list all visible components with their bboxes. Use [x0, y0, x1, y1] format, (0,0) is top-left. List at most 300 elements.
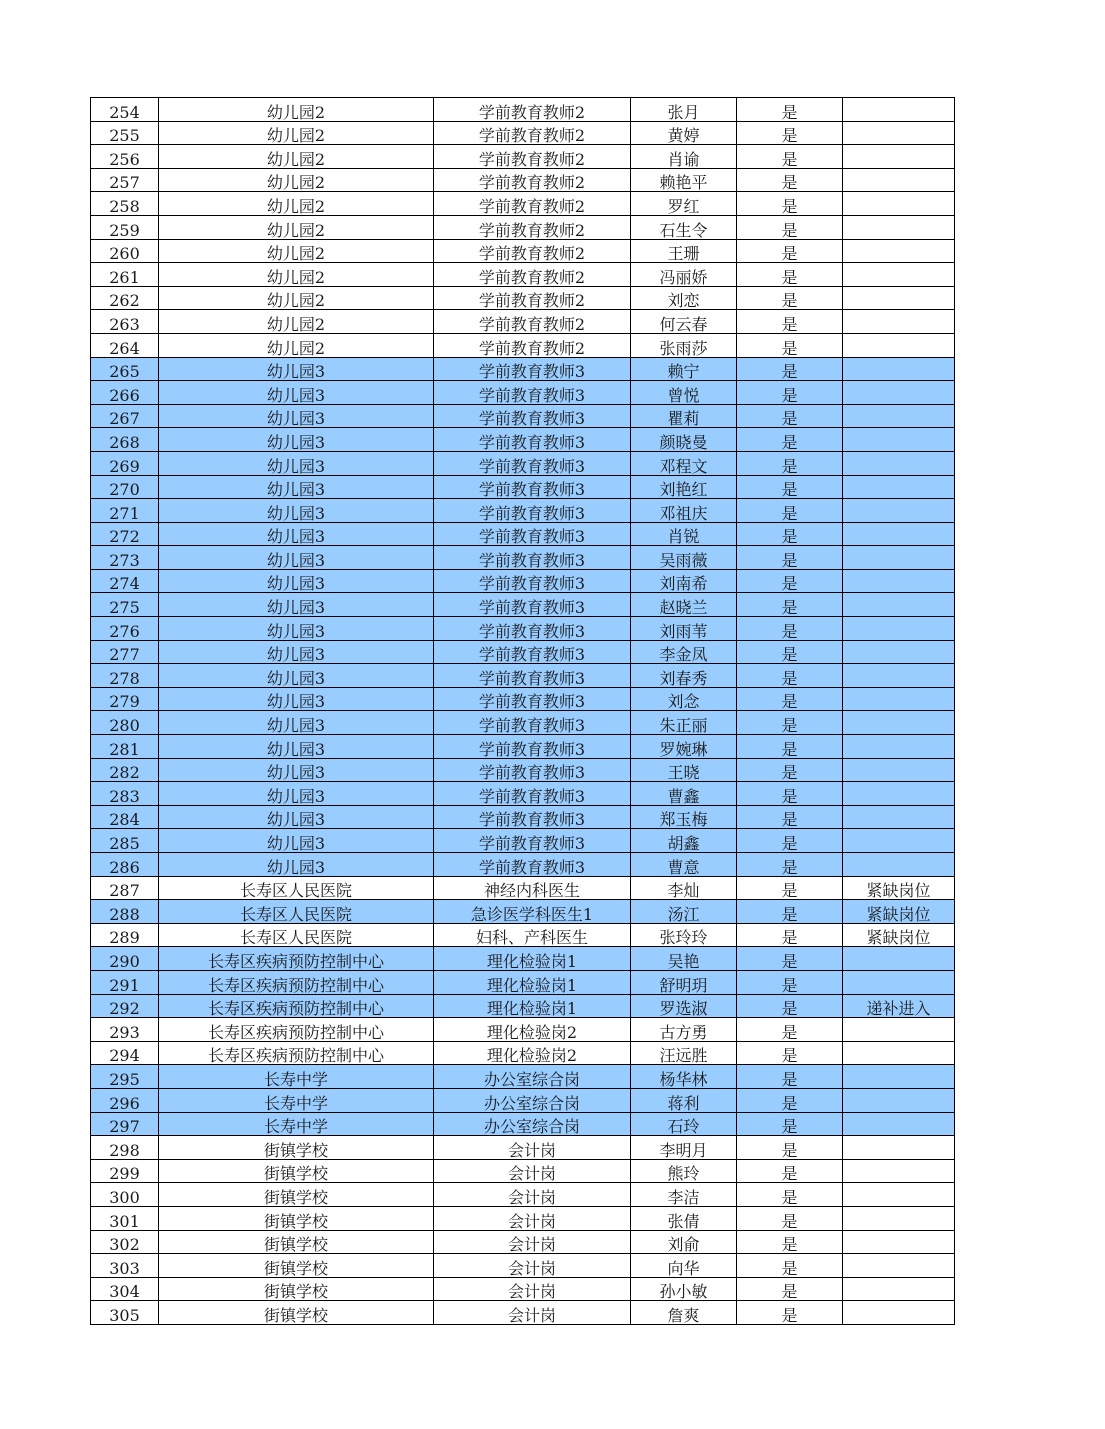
note-cell	[843, 1112, 955, 1136]
unit-cell: 长寿区人民医院	[159, 876, 434, 900]
post-cell: 理化检验岗1	[434, 994, 631, 1018]
post-cell: 学前教育教师2	[434, 215, 631, 239]
note-cell	[843, 451, 955, 475]
post-cell: 会计岗	[434, 1301, 631, 1325]
row-number-cell: 256	[91, 145, 159, 169]
unit-cell: 长寿中学	[159, 1112, 434, 1136]
unit-cell: 幼儿园3	[159, 640, 434, 664]
table-row	[91, 215, 955, 239]
post-cell: 学前教育教师3	[434, 782, 631, 806]
name-cell: 熊玲	[631, 1159, 737, 1183]
name-cell: 何云春	[631, 310, 737, 334]
post-cell: 急诊医学科医生1	[434, 900, 631, 924]
note-cell	[843, 853, 955, 877]
post-cell: 学前教育教师3	[434, 640, 631, 664]
note-cell: 紧缺岗位	[843, 876, 955, 900]
table-row	[91, 1136, 955, 1160]
qualified-cell: 是	[737, 829, 843, 853]
qualified-cell: 是	[737, 947, 843, 971]
qualified-cell: 是	[737, 1136, 843, 1160]
post-cell: 学前教育教师3	[434, 617, 631, 641]
qualified-cell: 是	[737, 711, 843, 735]
qualified-cell: 是	[737, 1018, 843, 1042]
note-cell	[843, 1301, 955, 1325]
post-cell: 学前教育教师3	[434, 357, 631, 381]
unit-cell: 街镇学校	[159, 1136, 434, 1160]
unit-cell: 幼儿园3	[159, 593, 434, 617]
table-row	[91, 1088, 955, 1112]
table-row	[91, 593, 955, 617]
row-number-cell: 285	[91, 829, 159, 853]
name-cell: 张雨莎	[631, 333, 737, 357]
name-cell: 曹意	[631, 853, 737, 877]
table-row	[91, 923, 955, 947]
row-number-cell: 267	[91, 404, 159, 428]
name-cell: 刘恋	[631, 286, 737, 310]
post-cell: 学前教育教师2	[434, 263, 631, 287]
table-row	[91, 475, 955, 499]
row-number-cell: 261	[91, 263, 159, 287]
note-cell	[843, 168, 955, 192]
post-cell: 学前教育教师3	[434, 475, 631, 499]
name-cell: 舒明玥	[631, 970, 737, 994]
qualified-cell: 是	[737, 853, 843, 877]
unit-cell: 长寿区疾病预防控制中心	[159, 1041, 434, 1065]
unit-cell: 幼儿园3	[159, 617, 434, 641]
qualified-cell: 是	[737, 1230, 843, 1254]
post-cell: 会计岗	[434, 1277, 631, 1301]
unit-cell: 幼儿园2	[159, 286, 434, 310]
note-cell	[843, 758, 955, 782]
table-row	[91, 121, 955, 145]
unit-cell: 幼儿园3	[159, 853, 434, 877]
table-row	[91, 1254, 955, 1278]
qualified-cell: 是	[737, 593, 843, 617]
qualified-cell: 是	[737, 121, 843, 145]
post-cell: 办公室综合岗	[434, 1065, 631, 1089]
note-cell	[843, 1159, 955, 1183]
post-cell: 会计岗	[434, 1159, 631, 1183]
note-cell	[843, 640, 955, 664]
note-cell	[843, 711, 955, 735]
unit-cell: 幼儿园3	[159, 428, 434, 452]
qualified-cell: 是	[737, 640, 843, 664]
note-cell	[843, 1088, 955, 1112]
post-cell: 会计岗	[434, 1136, 631, 1160]
table-row	[91, 1301, 955, 1325]
unit-cell: 幼儿园3	[159, 664, 434, 688]
qualified-cell: 是	[737, 970, 843, 994]
unit-cell: 幼儿园3	[159, 782, 434, 806]
post-cell: 理化检验岗1	[434, 970, 631, 994]
qualified-cell: 是	[737, 522, 843, 546]
unit-cell: 街镇学校	[159, 1301, 434, 1325]
table-row	[91, 1206, 955, 1230]
note-cell	[843, 546, 955, 570]
note-cell	[843, 333, 955, 357]
note-cell	[843, 98, 955, 122]
post-cell: 理化检验岗2	[434, 1041, 631, 1065]
post-cell: 妇科、产科医生	[434, 923, 631, 947]
qualified-cell: 是	[737, 263, 843, 287]
table-row	[91, 522, 955, 546]
note-cell	[843, 239, 955, 263]
qualified-cell: 是	[737, 876, 843, 900]
unit-cell: 幼儿园3	[159, 687, 434, 711]
table-row	[91, 381, 955, 405]
name-cell: 石玲	[631, 1112, 737, 1136]
row-number-cell: 299	[91, 1159, 159, 1183]
row-number-cell: 296	[91, 1088, 159, 1112]
unit-cell: 长寿区疾病预防控制中心	[159, 1018, 434, 1042]
post-cell: 神经内科医生	[434, 876, 631, 900]
unit-cell: 幼儿园3	[159, 758, 434, 782]
row-number-cell: 300	[91, 1183, 159, 1207]
qualified-cell: 是	[737, 546, 843, 570]
table-row	[91, 970, 955, 994]
note-cell	[843, 428, 955, 452]
note-cell	[843, 263, 955, 287]
row-number-cell: 279	[91, 687, 159, 711]
post-cell: 学前教育教师3	[434, 593, 631, 617]
post-cell: 学前教育教师2	[434, 239, 631, 263]
qualified-cell: 是	[737, 1277, 843, 1301]
table-row	[91, 900, 955, 924]
row-number-cell: 282	[91, 758, 159, 782]
qualified-cell: 是	[737, 1088, 843, 1112]
table-row	[91, 664, 955, 688]
name-cell: 朱正丽	[631, 711, 737, 735]
unit-cell: 长寿区人民医院	[159, 900, 434, 924]
qualified-cell: 是	[737, 1112, 843, 1136]
note-cell	[843, 1041, 955, 1065]
name-cell: 瞿莉	[631, 404, 737, 428]
post-cell: 办公室综合岗	[434, 1112, 631, 1136]
row-number-cell: 276	[91, 617, 159, 641]
row-number-cell: 290	[91, 947, 159, 971]
table-row	[91, 192, 955, 216]
row-number-cell: 266	[91, 381, 159, 405]
post-cell: 学前教育教师3	[434, 829, 631, 853]
name-cell: 汪远胜	[631, 1041, 737, 1065]
unit-cell: 幼儿园3	[159, 381, 434, 405]
qualified-cell: 是	[737, 1206, 843, 1230]
post-cell: 学前教育教师3	[434, 735, 631, 759]
unit-cell: 街镇学校	[159, 1277, 434, 1301]
row-number-cell: 297	[91, 1112, 159, 1136]
qualified-cell: 是	[737, 333, 843, 357]
table-row	[91, 357, 955, 381]
qualified-cell: 是	[737, 192, 843, 216]
unit-cell: 长寿区疾病预防控制中心	[159, 994, 434, 1018]
unit-cell: 街镇学校	[159, 1183, 434, 1207]
note-cell	[843, 192, 955, 216]
table-row	[91, 617, 955, 641]
table-row	[91, 758, 955, 782]
name-cell: 邓祖庆	[631, 499, 737, 523]
row-number-cell: 268	[91, 428, 159, 452]
table-row	[91, 1159, 955, 1183]
name-cell: 王晓	[631, 758, 737, 782]
post-cell: 会计岗	[434, 1254, 631, 1278]
qualified-cell: 是	[737, 758, 843, 782]
table-row	[91, 1018, 955, 1042]
qualified-cell: 是	[737, 310, 843, 334]
qualified-cell: 是	[737, 782, 843, 806]
qualified-cell: 是	[737, 900, 843, 924]
unit-cell: 幼儿园3	[159, 451, 434, 475]
note-cell	[843, 1277, 955, 1301]
table-row	[91, 947, 955, 971]
qualified-cell: 是	[737, 475, 843, 499]
personnel-table	[90, 97, 955, 1325]
unit-cell: 幼儿园3	[159, 475, 434, 499]
qualified-cell: 是	[737, 805, 843, 829]
row-number-cell: 278	[91, 664, 159, 688]
row-number-cell: 255	[91, 121, 159, 145]
table-row	[91, 404, 955, 428]
name-cell: 胡鑫	[631, 829, 737, 853]
name-cell: 刘春秀	[631, 664, 737, 688]
post-cell: 学前教育教师3	[434, 546, 631, 570]
table-row	[91, 98, 955, 122]
note-cell	[843, 357, 955, 381]
unit-cell: 幼儿园2	[159, 239, 434, 263]
row-number-cell: 277	[91, 640, 159, 664]
name-cell: 肖锐	[631, 522, 737, 546]
name-cell: 古方勇	[631, 1018, 737, 1042]
post-cell: 学前教育教师3	[434, 758, 631, 782]
qualified-cell: 是	[737, 923, 843, 947]
table-row	[91, 853, 955, 877]
note-cell: 递补进入	[843, 994, 955, 1018]
qualified-cell: 是	[737, 381, 843, 405]
name-cell: 杨华林	[631, 1065, 737, 1089]
post-cell: 会计岗	[434, 1183, 631, 1207]
name-cell: 郑玉梅	[631, 805, 737, 829]
unit-cell: 幼儿园3	[159, 569, 434, 593]
row-number-cell: 281	[91, 735, 159, 759]
post-cell: 学前教育教师3	[434, 381, 631, 405]
name-cell: 刘念	[631, 687, 737, 711]
row-number-cell: 284	[91, 805, 159, 829]
qualified-cell: 是	[737, 1159, 843, 1183]
name-cell: 赖艳平	[631, 168, 737, 192]
unit-cell: 幼儿园3	[159, 829, 434, 853]
note-cell	[843, 1183, 955, 1207]
row-number-cell: 305	[91, 1301, 159, 1325]
table-row	[91, 428, 955, 452]
row-number-cell: 302	[91, 1230, 159, 1254]
name-cell: 李明月	[631, 1136, 737, 1160]
table-row	[91, 687, 955, 711]
unit-cell: 幼儿园2	[159, 215, 434, 239]
qualified-cell: 是	[737, 1041, 843, 1065]
post-cell: 学前教育教师3	[434, 522, 631, 546]
note-cell	[843, 947, 955, 971]
post-cell: 会计岗	[434, 1230, 631, 1254]
note-cell	[843, 381, 955, 405]
qualified-cell: 是	[737, 994, 843, 1018]
post-cell: 学前教育教师2	[434, 168, 631, 192]
table-row	[91, 640, 955, 664]
unit-cell: 长寿中学	[159, 1065, 434, 1089]
name-cell: 王珊	[631, 239, 737, 263]
name-cell: 张玲玲	[631, 923, 737, 947]
post-cell: 理化检验岗1	[434, 947, 631, 971]
unit-cell: 幼儿园3	[159, 735, 434, 759]
post-cell: 学前教育教师3	[434, 451, 631, 475]
unit-cell: 街镇学校	[159, 1206, 434, 1230]
unit-cell: 幼儿园2	[159, 310, 434, 334]
table-row	[91, 1041, 955, 1065]
post-cell: 学前教育教师3	[434, 499, 631, 523]
post-cell: 办公室综合岗	[434, 1088, 631, 1112]
unit-cell: 幼儿园3	[159, 522, 434, 546]
name-cell: 汤江	[631, 900, 737, 924]
unit-cell: 幼儿园3	[159, 805, 434, 829]
name-cell: 曾悦	[631, 381, 737, 405]
post-cell: 学前教育教师3	[434, 853, 631, 877]
note-cell	[843, 735, 955, 759]
note-cell	[843, 687, 955, 711]
table-row	[91, 451, 955, 475]
post-cell: 学前教育教师3	[434, 711, 631, 735]
note-cell	[843, 1230, 955, 1254]
unit-cell: 长寿区疾病预防控制中心	[159, 970, 434, 994]
name-cell: 冯丽娇	[631, 263, 737, 287]
row-number-cell: 273	[91, 546, 159, 570]
table-row	[91, 310, 955, 334]
table-row	[91, 546, 955, 570]
unit-cell: 长寿区疾病预防控制中心	[159, 947, 434, 971]
qualified-cell: 是	[737, 687, 843, 711]
row-number-cell: 289	[91, 923, 159, 947]
row-number-cell: 258	[91, 192, 159, 216]
unit-cell: 街镇学校	[159, 1159, 434, 1183]
name-cell: 张倩	[631, 1206, 737, 1230]
row-number-cell: 263	[91, 310, 159, 334]
table-row	[91, 1230, 955, 1254]
row-number-cell: 254	[91, 98, 159, 122]
unit-cell: 幼儿园3	[159, 711, 434, 735]
row-number-cell: 272	[91, 522, 159, 546]
table-row	[91, 994, 955, 1018]
table-row	[91, 876, 955, 900]
qualified-cell: 是	[737, 1254, 843, 1278]
note-cell	[843, 404, 955, 428]
note-cell	[843, 1206, 955, 1230]
row-number-cell: 301	[91, 1206, 159, 1230]
row-number-cell: 274	[91, 569, 159, 593]
note-cell	[843, 782, 955, 806]
name-cell: 赖宁	[631, 357, 737, 381]
row-number-cell: 265	[91, 357, 159, 381]
unit-cell: 幼儿园2	[159, 168, 434, 192]
row-number-cell: 304	[91, 1277, 159, 1301]
name-cell: 肖谕	[631, 145, 737, 169]
row-number-cell: 294	[91, 1041, 159, 1065]
name-cell: 刘艳红	[631, 475, 737, 499]
post-cell: 会计岗	[434, 1206, 631, 1230]
qualified-cell: 是	[737, 1301, 843, 1325]
name-cell: 黄婷	[631, 121, 737, 145]
row-number-cell: 264	[91, 333, 159, 357]
post-cell: 学前教育教师3	[434, 805, 631, 829]
table-row	[91, 735, 955, 759]
post-cell: 学前教育教师2	[434, 286, 631, 310]
unit-cell: 街镇学校	[159, 1254, 434, 1278]
table-row	[91, 1065, 955, 1089]
row-number-cell: 288	[91, 900, 159, 924]
note-cell	[843, 829, 955, 853]
note-cell	[843, 1254, 955, 1278]
row-number-cell: 260	[91, 239, 159, 263]
unit-cell: 幼儿园3	[159, 357, 434, 381]
qualified-cell: 是	[737, 145, 843, 169]
unit-cell: 幼儿园3	[159, 499, 434, 523]
note-cell: 紧缺岗位	[843, 900, 955, 924]
post-cell: 学前教育教师2	[434, 98, 631, 122]
table-row	[91, 286, 955, 310]
unit-cell: 幼儿园2	[159, 192, 434, 216]
note-cell	[843, 664, 955, 688]
name-cell: 吴艳	[631, 947, 737, 971]
unit-cell: 长寿区人民医院	[159, 923, 434, 947]
note-cell	[843, 121, 955, 145]
post-cell: 学前教育教师3	[434, 664, 631, 688]
name-cell: 李洁	[631, 1183, 737, 1207]
note-cell: 紧缺岗位	[843, 923, 955, 947]
post-cell: 学前教育教师2	[434, 333, 631, 357]
post-cell: 学前教育教师2	[434, 145, 631, 169]
row-number-cell: 295	[91, 1065, 159, 1089]
row-number-cell: 269	[91, 451, 159, 475]
table-row	[91, 1277, 955, 1301]
table-row	[91, 263, 955, 287]
name-cell: 石生令	[631, 215, 737, 239]
unit-cell: 幼儿园3	[159, 546, 434, 570]
table-row	[91, 168, 955, 192]
table-row	[91, 239, 955, 263]
table-row	[91, 569, 955, 593]
name-cell: 刘俞	[631, 1230, 737, 1254]
row-number-cell: 262	[91, 286, 159, 310]
row-number-cell: 280	[91, 711, 159, 735]
name-cell: 曹鑫	[631, 782, 737, 806]
name-cell: 罗选淑	[631, 994, 737, 1018]
qualified-cell: 是	[737, 286, 843, 310]
unit-cell: 幼儿园2	[159, 333, 434, 357]
unit-cell: 长寿中学	[159, 1088, 434, 1112]
unit-cell: 幼儿园3	[159, 404, 434, 428]
qualified-cell: 是	[737, 1183, 843, 1207]
note-cell	[843, 522, 955, 546]
row-number-cell: 293	[91, 1018, 159, 1042]
name-cell: 蒋利	[631, 1088, 737, 1112]
row-number-cell: 291	[91, 970, 159, 994]
qualified-cell: 是	[737, 499, 843, 523]
row-number-cell: 270	[91, 475, 159, 499]
note-cell	[843, 1136, 955, 1160]
name-cell: 颜晓曼	[631, 428, 737, 452]
table-row	[91, 829, 955, 853]
name-cell: 罗婉琳	[631, 735, 737, 759]
post-cell: 学前教育教师2	[434, 121, 631, 145]
unit-cell: 街镇学校	[159, 1230, 434, 1254]
name-cell: 李灿	[631, 876, 737, 900]
note-cell	[843, 1018, 955, 1042]
